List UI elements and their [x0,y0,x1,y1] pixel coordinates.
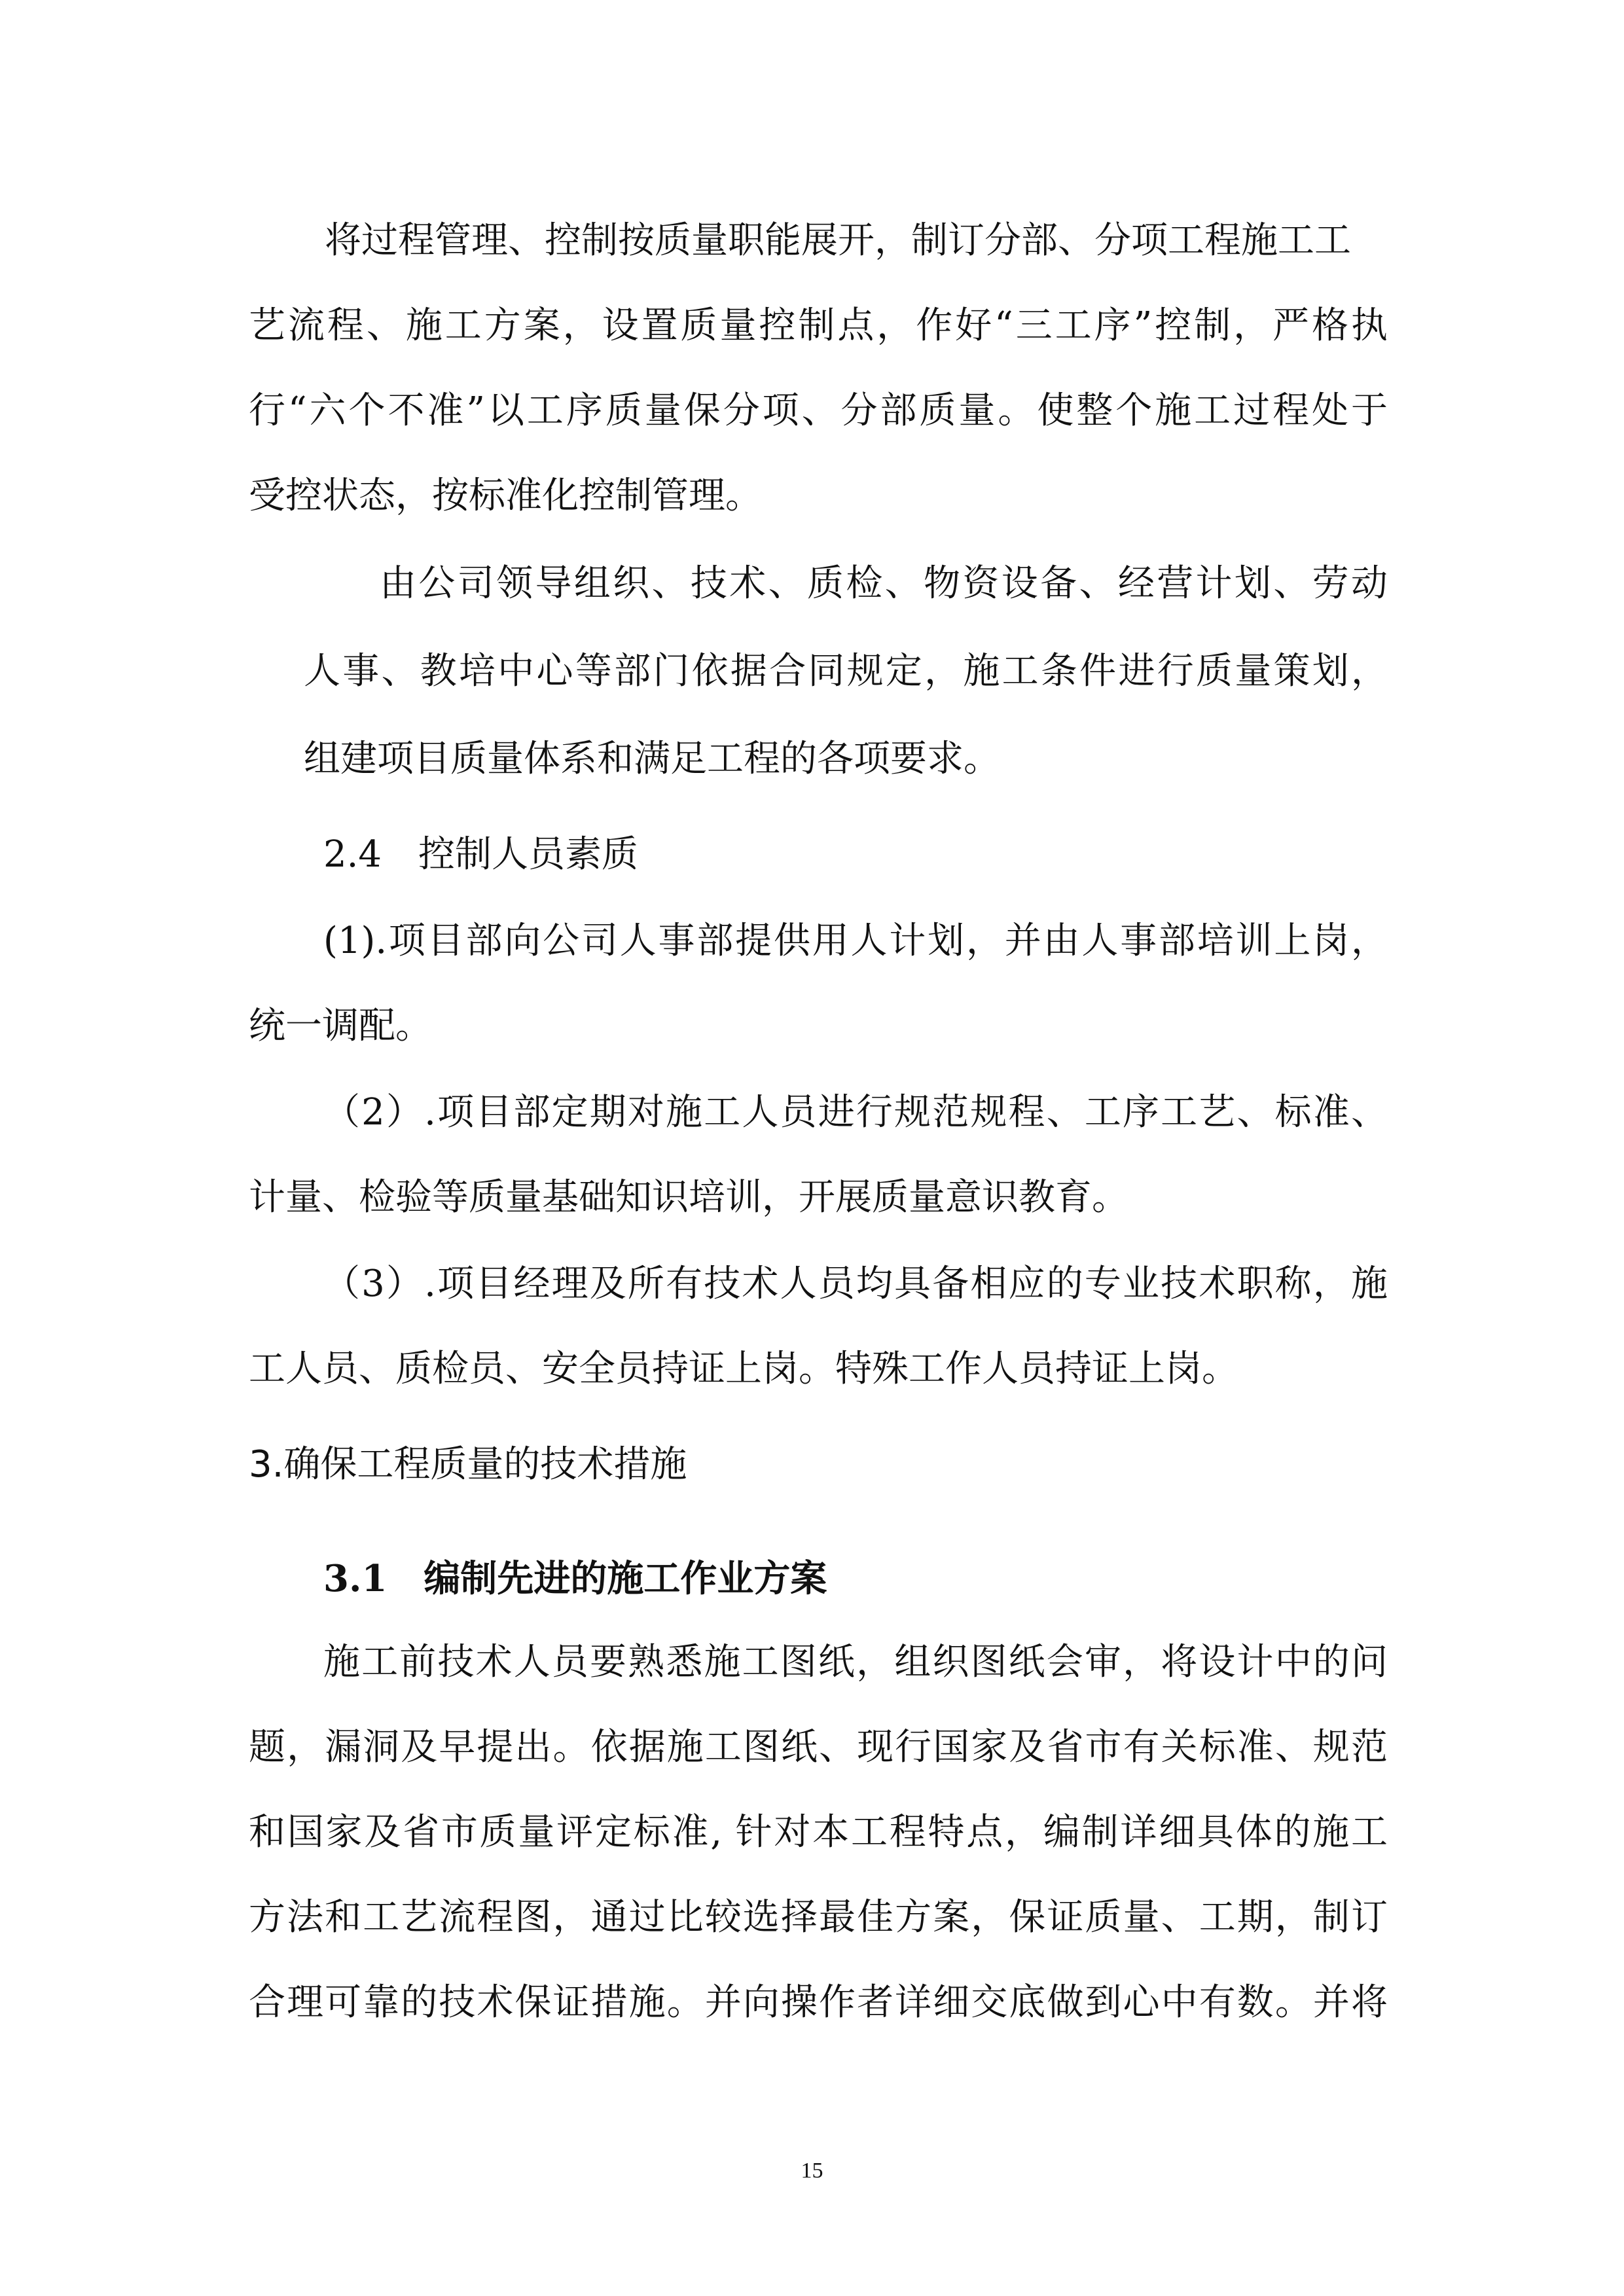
text-line: 题，漏洞及早提出。依据施工图纸、现行国家及省市有关标准、规范 [249,1726,1388,1768]
text-line: 合理可靠的技术保证措施。并向操作者详细交底做到心中有数。并将 [249,1981,1388,2024]
text-line: （3）.项目经理及所有技术人员均具备相应的专业技术职称，施 [323,1263,1388,1305]
text-line: 行“六个不准”以工序质量保分项、分部质量。使整个施工过程处于 [249,389,1388,432]
text-line: 施工前技术人员要熟悉施工图纸，组织图纸会审，将设计中的问 [323,1641,1388,1683]
text-line: 计量、检验等质量基础知识培训，开展质量意识教育。 [249,1176,1128,1219]
text-line: 艺流程、施工方案，设置质量控制点，作好“三工序”控制，严格执 [249,304,1388,347]
text-line: 将过程管理、控制按质量职能展开，制订分部、分项工程施工工 [325,219,1351,262]
section-heading-3-1: 3.1 编制先进的施工作业方案 [323,1557,827,1600]
section-heading-2-4: 2.4 控制人员素质 [323,833,639,876]
text-line: 统一调配。 [249,1005,432,1047]
text-line: 工人员、质检员、安全员持证上岗。特殊工作人员持证上岗。 [249,1348,1238,1390]
text-line: 人事、教培中心等部门依据合同规定，施工条件进行质量策划， [304,650,1388,692]
text-line: 和国家及省市质量评定标准, 针对本工程特点，编制详细具体的施工 [249,1811,1388,1854]
text-line: (1).项目部向公司人事部提供用人计划，并由人事部培训上岗， [323,920,1388,962]
text-line: 方法和工艺流程图，通过比较选择最佳方案，保证质量、工期，制订 [249,1896,1388,1939]
text-line: （2）.项目部定期对施工人员进行规范规程、工序工艺、标准、 [323,1091,1388,1134]
text-line: 由公司领导组织、技术、质检、物资设备、经营计划、劳动 [380,562,1388,605]
page-number: 15 [801,2159,823,2183]
section-heading-3: 3.确保工程质量的技术措施 [249,1443,687,1486]
text-line: 组建项目质量体系和满足工程的各项要求。 [304,738,1000,780]
text-line: 受控状态，按标准化控制管理。 [249,475,762,517]
